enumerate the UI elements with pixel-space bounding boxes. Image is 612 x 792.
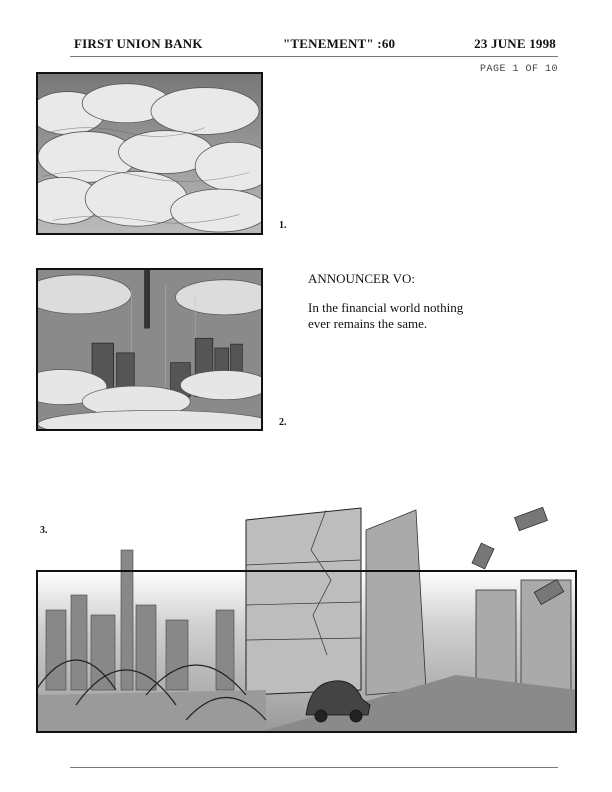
voiceover-speaker: ANNOUNCER VO: [308, 271, 416, 286]
storyboard-date: 23 JUNE 1998 [474, 36, 556, 51]
voiceover-line-1: In the financial world nothing [308, 300, 464, 315]
frame-number-3: 3. [40, 525, 48, 536]
storyboard-frame-3 [36, 490, 577, 733]
city-in-clouds-illustration [38, 270, 261, 429]
storyboard-frame-2 [36, 268, 263, 431]
frame-number-2: 2. [279, 417, 287, 428]
footer-divider [70, 767, 558, 768]
client-name: FIRST UNION BANK [74, 36, 203, 51]
ruined-street-illustration [36, 490, 577, 733]
frame-number-1: 1. [279, 220, 287, 231]
voiceover-text [308, 300, 508, 332]
storyboard-frame-1 [36, 72, 263, 235]
voiceover-line-2: ever remains the same. [308, 316, 428, 331]
page-number: PAGE 1 OF 10 [479, 64, 558, 75]
spot-title: "TENEMENT" :60 [283, 36, 396, 51]
header-divider [70, 56, 558, 57]
clouds-sketch-illustration [38, 74, 261, 233]
